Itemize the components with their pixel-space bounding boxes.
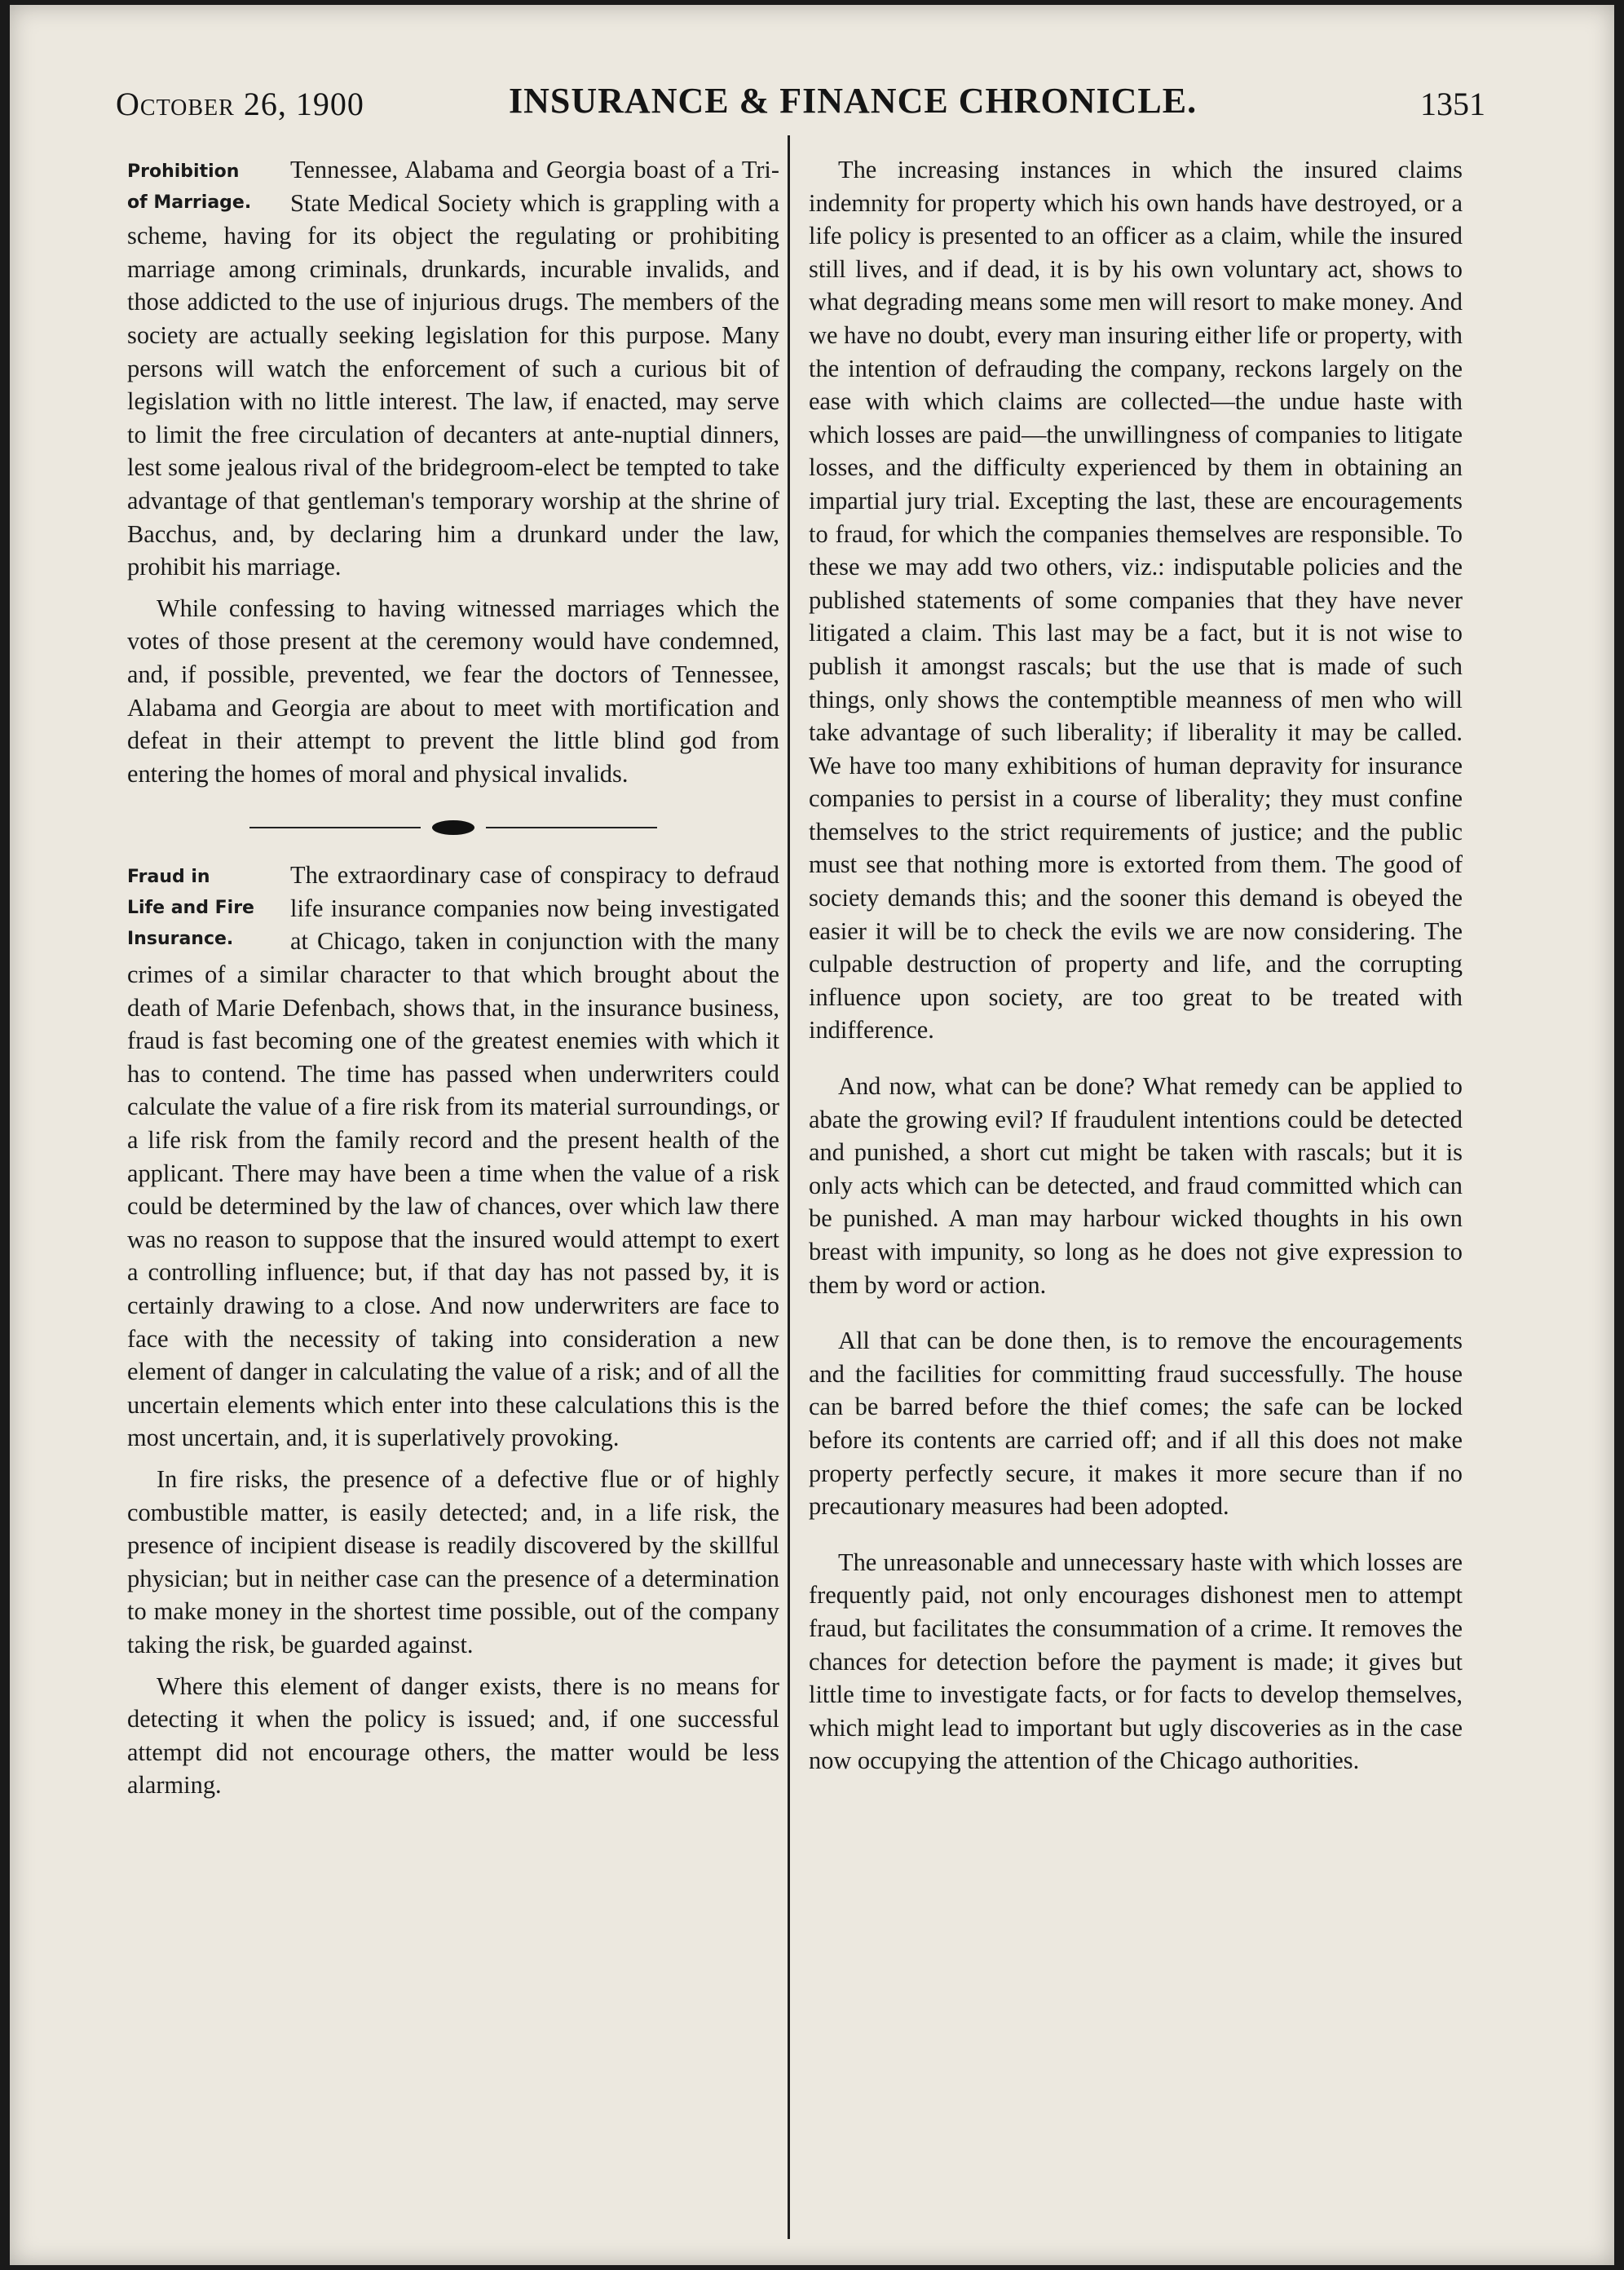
publication-title: INSURANCE & FINANCE CHRONICLE. xyxy=(509,81,1198,121)
article-paragraph: Fraud in Life and Fire Insurance. The extraordinary case of conspiracy to defraud life insurance companies now being investigated at Chicago, taken in conjunction with the many crimes of a similar character to that which brought about the death of Marie Defenbach, shows that, in the insurance business, fraud is fast becoming one of the greatest enemies with which it has to contend. The time has passed when underwriters could calculate the value of a fire risk from its material surroundings, or a life risk from the family record and the present health of the applicant. There may have been a time when the value of a risk could be determined by the law of chances, over which law there was no reason to suppose that the insured would attempt to exert a controlling influence; but, if that day has not passed by, it is certainly drawing to a close. And now underwriters are face to face with the necessity of taking into consideration a new element of danger in calculating the value of a risk; and of all the uncertain elements which enter into these calculations this is the most uncertain, and, it is superlatively provoking. xyxy=(127,861,780,1452)
article-paragraph: While confessing to having witnessed marriages which the votes of those present at the ceremony would have condemned, and, if possible, prevented, we fear the doctors of Tennessee, Alabama and Georgia are about to meet with mortification and defeat in their attempt to prevent the little blind god from entering the homes of moral and physical invalids. xyxy=(127,594,779,788)
page-number: 1351 xyxy=(1420,86,1485,122)
side-heading: Fraud in Life and Fire Insurance. xyxy=(127,867,254,950)
side-heading: Prohibition of Marriage. xyxy=(127,161,252,213)
article-paragraph: All that can be done then, is to remove the encouragements and the facilities for committing fraud successfully. The house can be barred before the thief comes; the safe can be locked before its contents are carried off; and if all this does not make property perfectly secure, it makes it more secure than if no precautionary measures had been adopted. xyxy=(809,1327,1463,1521)
newspaper-page xyxy=(10,5,1614,2265)
article-paragraph: In fire risks, the presence of a defective flue or of highly combustible matter, is easily detected; and, in a life risk, the presence of incipient disease is readily discovered by the skillful physician; but in neither case can the presence of a determination to make money in the shortest time possible, out of the company taking the risk, be guarded against. xyxy=(127,1464,779,1658)
left-column xyxy=(127,153,779,1802)
article-fraud-in-insurance xyxy=(127,859,779,1802)
right-column xyxy=(809,153,1463,1778)
article-paragraph: And now, what can be done? What remedy can be applied to abate the growing evil? If fraudulent intentions could be detected and punished, a short cut might be taken with rascals; but it is only acts which can be detected, and fraud committed which can be punished. A man may harbour wicked thoughts in his own breast with impunity, so long as he does not give expression to them by word or action. xyxy=(809,1072,1463,1299)
article-paragraph: The increasing instances in which the insured claims indemnity for property which his own hands have destroyed, or a life policy is presented to an officer as a claim, while the insured still lives, and if dead, it is by his own voluntary act, shows to what degrading means some men will resort to make money. And we have no doubt, every man insuring either life or property, with the intention of defrauding the company, reckons largely on the ease with which claims are collected—the undue haste with which losses are paid—the unwillingness of companies to litigate losses, and the difficulty experienced by them in obtaining an impartial jury trial. Excepting the last, these are encouragements to fraud, for which the companies themselves are responsible. To these we may add two others, viz.: indisputable policies and the published statements of some companies that they have never litigated a claim. This last may be a fact, but it is not wise to publish it amongst rascals; but the use that is made of such things, only shows the contemptible meanness of men who will take advantage of such liberality; if liberality it may be called. We have too many exhibitions of human depravity for insurance companies to persist in a course of liberality; they must confine themselves to the strict requirements of justice; and the public must see that nothing more is extorted from them. The good of society demands this; and the sooner this demand is obeyed the easier it will be to check the evils we are now considering. The culpable destruction of property and life, and the corrupting influence upon society, are too great to be treated with indifference. xyxy=(809,156,1463,1044)
article-prohibition-of-marriage xyxy=(127,153,779,790)
column-divider xyxy=(788,135,790,2239)
section-separator-ornament xyxy=(127,811,779,844)
page-header xyxy=(116,80,1485,129)
issue-date: October 26, 1900 xyxy=(116,86,364,122)
article-paragraph: Where this element of danger exists, there is no means for detecting it when the policy is issued; and, if one successful attempt did not encourage others, the matter would be less alarming. xyxy=(127,1672,779,1800)
article-paragraph: The unreasonable and unnecessary haste with which losses are frequently paid, not only encourages dishonest men to attempt fraud, but facilitates the consummation of a crime. It removes the chances for detection before the payment is made; it gives but little time to investigate facts, or for facts to develop themselves, which might lead to important but ugly discoveries as in the case now occupying the attention of the Chicago authorities. xyxy=(809,1548,1463,1775)
article-paragraph: Prohibition of Marriage. Tennessee, Alabama and Georgia boast of a Tri-State Medical Society which is grappling with a scheme, having for its object the regulating or prohibiting marriage among criminals, drunkards, incurable invalids, and those addicted to the use of injurious drugs. The members of the society are actually seeking legislation for this purpose. Many persons will watch the enforcement of such a curious bit of legislation with no little interest. The law, if enacted, may serve to limit the free circulation of decanters at ante-nuptial dinners, lest some jealous rival of the bridegroom-elect be tempted to take advantage of that gentleman's temporary worship at the shrine of Bacchus, and, by declaring him a drunkard under the law, prohibit his marriage. xyxy=(127,156,779,581)
